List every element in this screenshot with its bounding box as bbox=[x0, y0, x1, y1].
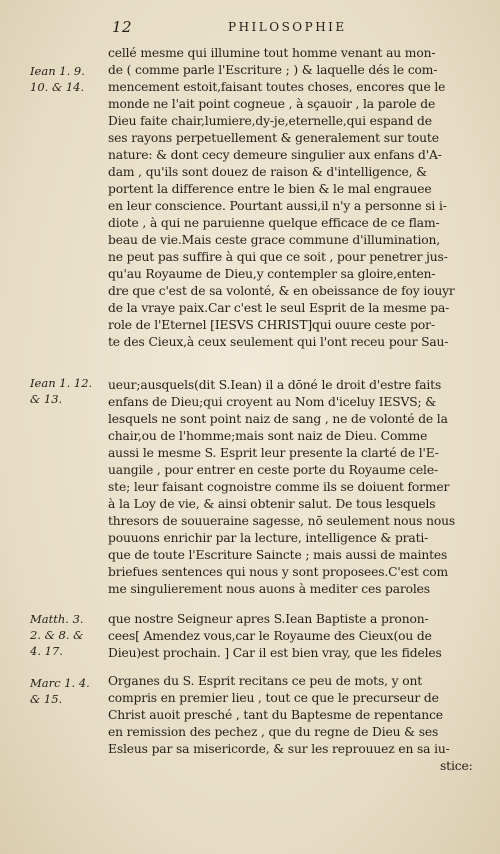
text-line: de ( comme parle l'Escriture ; ) & laquelle dés le com- bbox=[108, 63, 438, 77]
text-line: role de l'Eternel [IESVS CHRIST]qui ouure ceste por- bbox=[108, 318, 435, 332]
text-line: Esleus par sa misericorde, & sur les reprouuez en sa iu- bbox=[108, 742, 450, 756]
text-line: pouuons enrichir par la lecture, intelligence & prati- bbox=[108, 531, 429, 545]
text-line: thresors de souueraine sagesse, nō seulement nous nous bbox=[108, 514, 456, 528]
marginal-note: Iean 1. 12. bbox=[30, 376, 93, 390]
text-line: à la Loy de vie, & ainsi obtenir salut. De tous lesquels bbox=[108, 497, 436, 511]
marginal-note: Iean 1. 9. bbox=[30, 64, 85, 78]
page-number: 12 bbox=[112, 18, 133, 36]
text-line: briefues sentences qui nous y sont proposees.C'est com bbox=[108, 565, 448, 579]
text-line: portent la difference entre le bien & le mal engrauee bbox=[108, 182, 432, 196]
marginal-note: Matth. 3. bbox=[30, 612, 84, 626]
text-line: aussi le mesme S. Esprit leur presente la clarté de l'E- bbox=[108, 446, 439, 460]
marginal-note: & 13. bbox=[30, 392, 63, 406]
text-line: te des Cieux,à ceux seulement qui l'ont receu pour Sau- bbox=[108, 335, 449, 349]
text-line: que de toute l'Escriture Saincte ; mais aussi de maintes bbox=[108, 548, 448, 562]
marginal-note: & 15. bbox=[30, 692, 63, 706]
text-line: stice: bbox=[440, 759, 473, 773]
running-head: PHILOSOPHIE bbox=[228, 20, 347, 34]
text-line: en leur conscience. Pourtant aussi,il n'y a personne si i- bbox=[108, 199, 447, 213]
text-line: me singulierement nous auons à mediter ces paroles bbox=[108, 582, 430, 596]
text-line: cees[ Amendez vous,car le Royaume des Cieux(ou de bbox=[108, 629, 432, 643]
text-line: dam , qu'ils sont douez de raison & d'intelligence, & bbox=[108, 165, 427, 179]
text-line: Dieu faite chair,lumiere,dy-je,eternelle,qui espand de bbox=[108, 114, 432, 128]
text-line: dre que c'est de sa volonté, & en obeissance de foy iouyr bbox=[108, 284, 455, 298]
text-line: ne peut pas suffire à qui que ce soit , pour penetrer jus- bbox=[108, 250, 448, 264]
page-header bbox=[0, 18, 500, 38]
text-line: de la vraye paix.Car c'est le seul Esprit de la mesme pa- bbox=[108, 301, 450, 315]
text-line: ueur;ausquels(dit S.Iean) il a dōné le droit d'estre faits bbox=[108, 378, 442, 392]
text-line: cellé mesme qui illumine tout homme venant au mon- bbox=[108, 46, 436, 60]
text-line: beau de vie.Mais ceste grace commune d'illumination, bbox=[108, 233, 441, 247]
text-line: ses rayons perpetuellement & generalement sur toute bbox=[108, 131, 439, 145]
text-line: compris en premier lieu , tout ce que le precurseur de bbox=[108, 691, 439, 705]
text-line: mencement estoit,faisant toutes choses, encores que le bbox=[108, 80, 446, 94]
text-line: diote , à qui ne paruienne quelque efficace de ce flam- bbox=[108, 216, 440, 230]
text-line: enfans de Dieu;qui croyent au Nom d'iceluy IESVS; & bbox=[108, 395, 437, 409]
marginal-note: 10. & 14. bbox=[30, 80, 85, 94]
text-line: Organes du S. Esprit recitans ce peu de mots, y ont bbox=[108, 674, 423, 688]
text-line: en remission des pechez , que du regne de Dieu & ses bbox=[108, 725, 439, 739]
text-line: uangile , pour entrer en ceste porte du Royaume cele- bbox=[108, 463, 438, 477]
text-line: ste; leur faisant cognoistre comme ils se doiuent former bbox=[108, 480, 450, 494]
marginal-note: 2. & 8. & bbox=[30, 628, 84, 642]
text-line: nature: & dont cecy demeure singulier aux enfans d'A- bbox=[108, 148, 442, 162]
text-line: Christ auoit presché , tant du Baptesme de repentance bbox=[108, 708, 443, 722]
text-line: qu'au Royaume de Dieu,y contempler sa gloire,enten- bbox=[108, 267, 436, 281]
text-line: que nostre Seigneur apres S.Iean Baptiste a pronon- bbox=[108, 612, 429, 626]
text-line: monde ne l'ait point cogneue , à sçauoir , la parole de bbox=[108, 97, 436, 111]
marginal-note: 4. 17. bbox=[30, 644, 63, 658]
text-line: chair,ou de l'homme;mais sont naiz de Dieu. Comme bbox=[108, 429, 428, 443]
text-line: lesquels ne sont point naiz de sang , ne de volonté de la bbox=[108, 412, 448, 426]
marginal-note: Marc 1. 4. bbox=[30, 676, 90, 690]
text-line: Dieu)est prochain. ] Car il est bien vray, que les fideles bbox=[108, 646, 442, 660]
